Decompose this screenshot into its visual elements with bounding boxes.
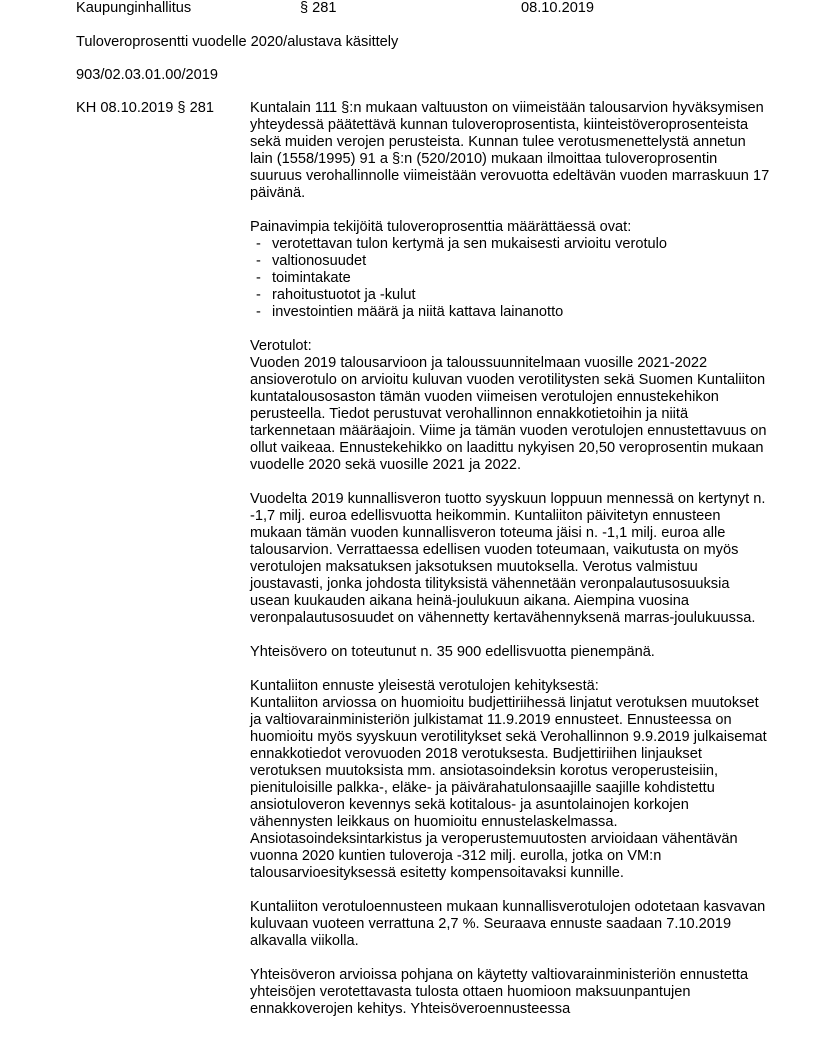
verotulot-heading: Verotulot: (250, 338, 312, 354)
paragraph-yhteisovero: Yhteisövero on toteutunut n. 35 900 edellisvuotta pienempänä. (250, 644, 655, 660)
document-body (250, 100, 770, 1018)
list-item: - verotettavan tulon kertymä ja sen mukaisesti arvioitu verotulo (250, 236, 770, 253)
list-item: - valtionosuudet (250, 253, 770, 270)
header-section: § 281 (300, 0, 337, 16)
document-header (76, 0, 776, 17)
meeting-label: KH 08.10.2019 § 281 (76, 100, 214, 116)
forecast-heading: Kuntaliiton ennuste yleisestä verotulojen kehityksestä: (250, 678, 599, 694)
factors-list (250, 236, 770, 321)
paragraph-forecast-2: Kuntaliiton verotuloennusteen mukaan kunnallisverotulojen odotetaan kasvavan kuluvaan vuoteen verrattuna 2,7 %. Seuraava ennuste saadaan 7.10.2019 alkavalla viikolla. (250, 899, 766, 949)
reference-number: 903/02.03.01.00/2019 (76, 67, 219, 83)
paragraph-factors-intro: Painavimpia tekijöitä tuloveroprosenttia määrättäessä ovat: (250, 219, 632, 235)
list-item: - investointien määrä ja niitä kattava lainanotto (250, 304, 770, 321)
list-item: - toimintakate (250, 270, 770, 287)
paragraph-forecast-3: Yhteisöveron arvioissa pohjana on käytetty valtiovarainministeriön ennustetta yhteisöjen verotettavasta tulosta ottaen huomioon maksuunpantujen ennakkoverojen kehitys. Yhteisöveroennusteessa (250, 967, 749, 1017)
document-title: Tuloveroprosentti vuodelle 2020/alustava käsittely (76, 34, 399, 50)
paragraph-forecast-1: Kuntaliiton arviossa on huomioitu budjettiriihessä linjatut verotuksen muutokset ja valtiovarainministeriön julkistamat 11.9.2019 ennusteet. Ennusteessa on huomioitu myös syyskuun verotilitykset sekä Verohallinnon 9.9.2019 julkaisemat ennakkotiedot verovuoden 2018 verotuksesta. Budjettiriihen linjaukset verotuksen muutoksista mm. ansiotasoindeksin korotus veroperusteisiin, pienituloisille palkka-, eläke- ja päivärahatulonsaajille saajille kohdistettu ansiotuloveron kevennys sekä kotitalous- ja asuntolainojen korkojen vähennysten leikkaus on huomioitu ennustelaskelmassa. Ansiotasoindeksintarkistus ja veroperustemuutosten arvioidaan vähentävän vuonna 2020 kuntien tuloveroja -312 milj. eurolla, jotka on VM:n talousarvioesityksessä esitetty kompensoitavaksi kunnille. (250, 695, 767, 881)
paragraph-verotulot-2: Vuodelta 2019 kunnallisveron tuotto syyskuun loppuun mennessä on kertynyt n. -1,7 milj. euroa edellisvuotta heikommin. Kuntaliiton päivitetyn ennusteen mukaan tämän vuoden kunnallisveron toteuma jäisi n. -1,1 milj. euroa alle talousarvion. Verrattaessa edellisen vuoden toteumaan, vaikutusta on myös verotulojen maksatuksen jaksotuksen muutoksella. Verotus valmistuu joustavasti, jonka johdosta tilityksistä vähennetään veronpalautusosuuksia usean kuukauden aikana heinä-joulukuun aikana. Aiempina vuosina veronpalautusosuudet on vähennetty kertavähennyksenä marras-joulukuussa. (250, 491, 766, 626)
header-date: 08.10.2019 (521, 0, 595, 16)
list-item: - rahoitustuotot ja -kulut (250, 287, 770, 304)
header-body: Kaupunginhallitus (76, 0, 192, 16)
paragraph-legal-basis: Kuntalain 111 §:n mukaan valtuuston on viimeistään talousarvion hyväksymisen yhteydessä päätettävä kunnan tuloveroprosentista, kiinteistöveroprosenteista sekä muiden verojen perusteista. Kunnan tulee verotusmenettelystä annetun lain (1558/1995) 91 a §:n (520/2010) mukaan ilmoittaa tuloveroprosentin suuruus verohallinnolle viimeistään verovuotta edeltävän vuoden marraskuun 17 päivänä. (250, 100, 770, 201)
paragraph-verotulot-1: Vuoden 2019 talousarvioon ja taloussuunnitelmaan vuosille 2021-2022 ansioverotulo on arvioitu kuluvan vuoden verotilitysten sekä Suomen Kuntaliiton kuntatalousosaston tämän vuoden viimeisen verotulojen ennustekehikon perusteella. Tiedot perustuvat verohallinnon ennakkotietoihin ja niitä tarkennetaan määräajoin. Viime ja tämän vuoden verotulojen ennustettavuus on ollut vaikeaa. Ennustekehikko on laadittu nykyisen 20,50 veroprosentin mukaan vuodelle 2020 sekä vuosille 2021 ja 2022. (250, 355, 767, 473)
